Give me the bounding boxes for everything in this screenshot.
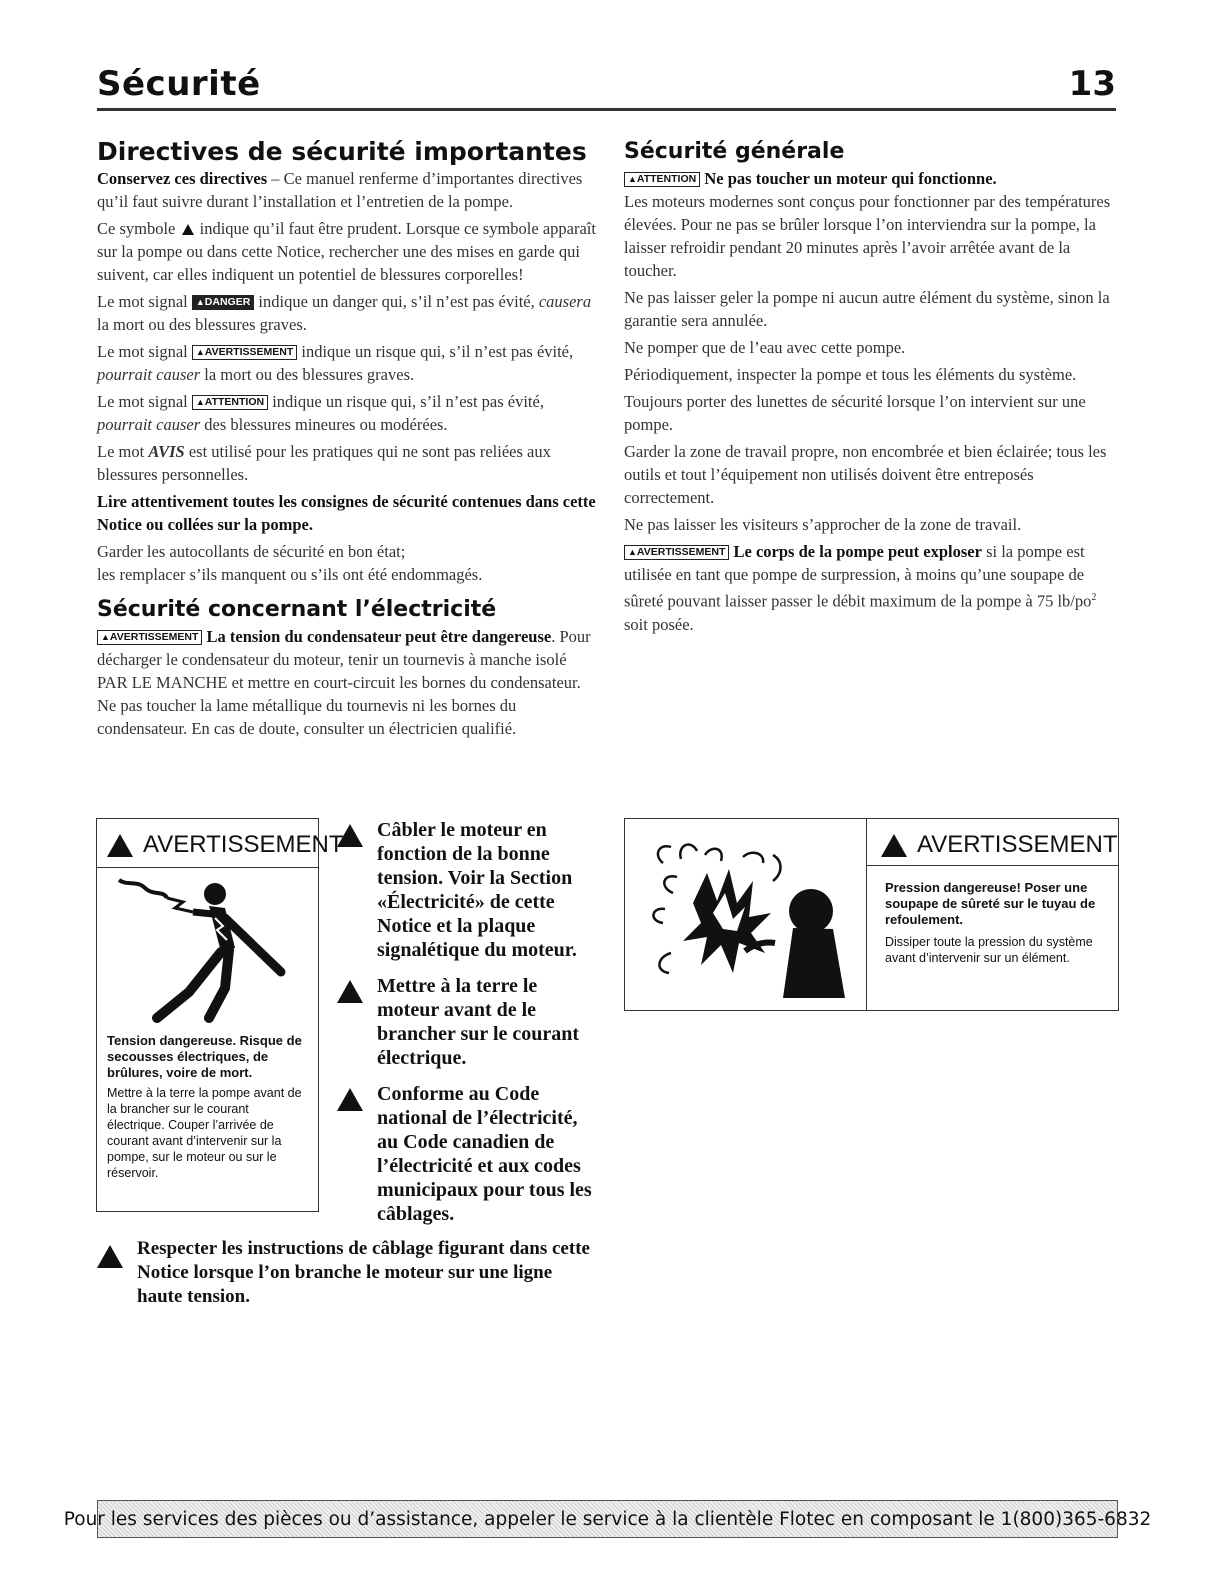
wiring-bullets <box>337 818 597 1226</box>
text: indique qu’il faut être prudent. Lorsque ce symbole apparaît sur la pompe ou dans cette Notice, rechercher une des mises en garde qui suivent, car elles indiquent un potentiel de blessures corporelles! <box>97 219 596 284</box>
warning-box-bold-text: Tension dangereuse. Risque de secousses électriques, de brûlures, voire de mort. <box>107 1033 302 1080</box>
text: – Ce manuel renferme d’importantes directives qu’il faut suivre durant l’installation et l’entretien de la pompe. <box>97 169 583 211</box>
footer-text: Pour les services des pièces ou d’assistance, appeler le service à la clientèle Flotec en composant le 1(800)365-6832 <box>63 1508 1152 1530</box>
bold-text: La tension du condensateur peut être dangereuse <box>202 627 552 646</box>
danger-tag: ▲DANGER <box>192 295 254 310</box>
warning-triangle-icon <box>97 1245 123 1268</box>
text: indique un risque qui, s’il n’est pas évité, <box>297 342 574 361</box>
bullet-text: Conforme au Code national de l’électricité, au Code canadien de l’électricité et aux codes municipaux pour tous les câblages. <box>377 1083 592 1225</box>
avertissement-tag-label: AVERTISSEMENT <box>204 346 294 358</box>
paragraph-attention-moteur <box>624 167 1118 190</box>
paragraph-exploser <box>624 540 1118 636</box>
bullet-item <box>337 974 597 1070</box>
bold-text: Le corps de la pompe peut exploser <box>729 542 982 561</box>
italic-text: causera <box>538 292 592 311</box>
explosion-icon <box>633 833 863 1003</box>
paragraph-avis <box>97 440 597 486</box>
warning-triangle-icon <box>337 1088 363 1111</box>
footer-banner <box>63 1500 1152 1538</box>
right-column <box>624 140 1118 640</box>
bold-conservez: Conservez ces directives <box>97 169 268 188</box>
text: Garder les autocollants de sécurité en bon état; <box>97 542 406 561</box>
text: Le mot <box>97 442 149 461</box>
bullet-text: Mettre à la terre le moteur avant de le brancher sur le courant électrique. <box>377 975 580 1069</box>
attention-tag: ▲ATTENTION <box>624 172 700 187</box>
text: Le mot signal <box>97 392 192 411</box>
danger-tag-label: DANGER <box>204 296 251 308</box>
text: Ce symbole <box>97 219 180 238</box>
attention-tag-label: ATTENTION <box>204 396 265 408</box>
paragraph-inspecter: Périodiquement, inspecter la pompe et tous les éléments du système. <box>624 365 1077 384</box>
warning-box-electric <box>96 818 344 1212</box>
note-text: Respecter les instructions de câblage figurant dans cette Notice lorsque l’on branche le moteur sur une ligne haute tension. <box>137 1238 590 1307</box>
text: la mort ou des blessures graves. <box>200 365 415 384</box>
avertissement-tag: ▲AVERTISSEMENT <box>192 345 297 360</box>
bullet-item <box>337 1082 597 1226</box>
paragraph-zone: Garder la zone de travail propre, non encombrée et bien éclairée; tous les outils et tout l’équipement non utilisés doivent être entreposés correctement. <box>624 442 1107 507</box>
paragraph-condensateur <box>97 625 597 740</box>
page-number: 13 <box>1068 64 1116 104</box>
bullet-text: Câbler le moteur en fonction de la bonne tension. Voir la Section «Électricité» de cette Notice et la plaque signalétique du moteur. <box>377 819 577 961</box>
warning-box-header <box>867 819 1119 865</box>
warning-box-title: AVERTISSEMENT <box>917 831 1118 858</box>
bold-text: Ne pas toucher un moteur qui fonctionne. <box>700 169 997 188</box>
paragraph-autocollants <box>97 540 597 586</box>
text: la mort ou des blessures graves. <box>97 315 307 334</box>
paragraph-conservez <box>97 167 597 213</box>
warning-box-text: Dissiper toute la pression du système avant d’intervenir sur un élément. <box>885 935 1093 965</box>
warning-box-pressure <box>624 818 1119 1011</box>
page-title: Sécurité <box>97 64 261 104</box>
text: Le mot signal <box>97 342 192 361</box>
paragraph-attention <box>97 390 597 436</box>
text: est utilisé pour les pratiques qui ne sont pas reliées aux blessures personnelles. <box>97 442 551 484</box>
text: indique un risque qui, s’il n’est pas évité, <box>268 392 544 411</box>
text: . Pour décharger le condensateur du moteur, tenir un tournevis à manche isolé PAR LE MANCHE et mettre en court-circuit les bornes du condensateur. Ne pas toucher la lame métallique du tournevis ni les bornes du condensateur. En cas de doute, consulter un électricien qualifié. <box>97 627 591 738</box>
warning-box-panel <box>866 819 1119 1010</box>
text: des blessures mineures ou modérées. <box>200 415 448 434</box>
paragraph-lunettes: Toujours porter des lunettes de sécurité lorsque l’on intervient sur une pompe. <box>624 392 1086 434</box>
paragraph-danger <box>97 290 597 336</box>
header-rule <box>97 108 1116 111</box>
text: indique un danger qui, s’il n’est pas évité, <box>254 292 539 311</box>
section-title-generale: Sécurité générale <box>624 139 845 164</box>
paragraph-moteurs: Les moteurs modernes sont conçus pour fonctionner par des températures élevées. Pour ne pas se brûler lorsque l’on interviendra sur la pompe, la laisser refroidir pendant 20 minutes après l’avoir arrêtée avant de la toucher. <box>624 192 1111 280</box>
text: soit posée. <box>624 614 694 634</box>
attention-tag-label: ATTENTION <box>636 173 697 185</box>
warning-box-title: AVERTISSEMENT <box>143 831 344 858</box>
warning-box-header <box>97 819 344 868</box>
warning-box-bold-text: Pression dangereuse! Poser une soupape de sûreté sur le tuyau de refoulement. <box>885 880 1096 927</box>
italic-text: pourrait causer <box>97 415 201 434</box>
warning-triangle-icon <box>107 834 133 857</box>
paragraph-symbole <box>97 217 597 286</box>
bullet-item <box>337 818 597 962</box>
superscript: 2 <box>1091 592 1097 603</box>
avertissement-tag-label: AVERTISSEMENT <box>109 631 199 643</box>
left-column <box>97 137 597 744</box>
warning-triangle-icon <box>337 824 363 847</box>
attention-tag: ▲ATTENTION <box>192 395 268 410</box>
text: si la pompe est utilisée en tant que pompe de surpression, à moins qu’une soupape de sûreté pouvant laisser passer le débit maximum de la pompe à 75 lb/po <box>624 542 1092 611</box>
avertissement-tag: ▲AVERTISSEMENT <box>97 630 202 645</box>
avertissement-tag: ▲AVERTISSEMENT <box>624 545 729 560</box>
avis-word: AVIS <box>148 442 185 461</box>
section-title-directives: Directives de sécurité importantes <box>97 137 587 166</box>
high-voltage-note <box>97 1237 597 1309</box>
electric-shock-icon <box>97 868 318 1028</box>
paragraph-visiteurs: Ne pas laisser les visiteurs s’approcher de la zone de travail. <box>624 515 1022 534</box>
paragraph-avertissement <box>97 340 597 386</box>
divider <box>867 865 1119 866</box>
warning-triangle-icon <box>337 980 363 1003</box>
section-title-electricite: Sécurité concernant l’électricité <box>97 597 497 622</box>
warning-triangle-icon <box>182 224 194 235</box>
warning-triangle-icon <box>881 834 907 857</box>
warning-box-text: Mettre à la terre la pompe avant de la brancher sur le courant électrique. Couper l’arrivée de courant avant d’intervenir sur la pompe, sur le moteur ou sur le réservoir. <box>107 1086 302 1180</box>
text: les remplacer s’ils manquent ou s’ils ont été endommagés. <box>97 565 483 584</box>
italic-text: pourrait causer <box>97 365 201 384</box>
paragraph-geler: Ne pas laisser geler la pompe ni aucun autre élément du système, sinon la garantie sera annulée. <box>624 288 1110 330</box>
paragraph-lire: Lire attentivement toutes les consignes de sécurité contenues dans cette Notice ou collées sur la pompe. <box>97 492 596 534</box>
avertissement-tag-label: AVERTISSEMENT <box>636 546 726 558</box>
text: Le mot signal <box>97 292 192 311</box>
paragraph-eau: Ne pomper que de l’eau avec cette pompe. <box>624 338 906 357</box>
